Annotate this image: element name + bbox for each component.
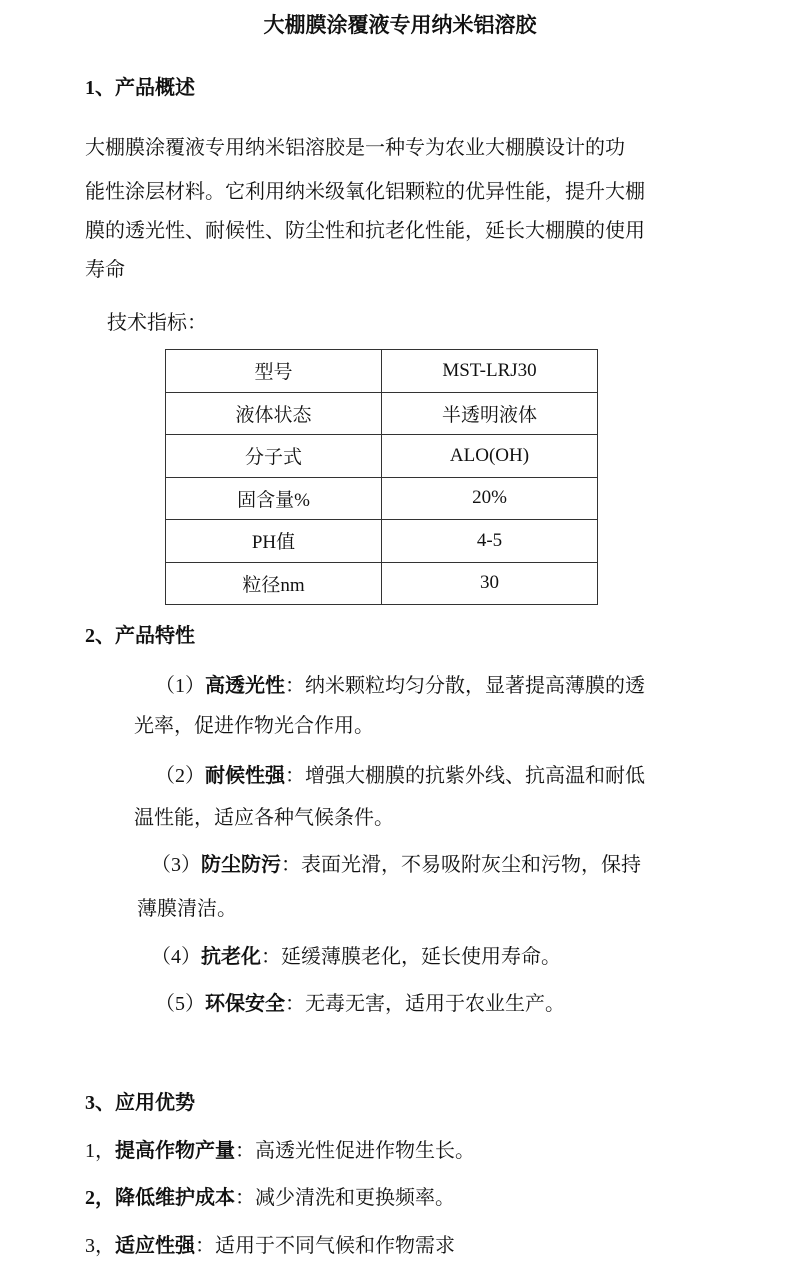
table-row (166, 435, 598, 478)
item-text: ：增强大棚膜的抗紫外线、抗高温和耐低 (285, 765, 645, 787)
advantage-item (85, 1138, 475, 1164)
advantage-item (85, 1233, 455, 1259)
feature-item-continuation: 温性能，适应各种气候条件。 (134, 807, 394, 829)
spec-table (165, 349, 598, 605)
spec-value: ALO(OH) (382, 435, 598, 478)
item-number: （5） (155, 993, 205, 1015)
paragraph-line: 膜的透光性、耐候性、防尘性和抗老化性能，延长大棚膜的使用 (85, 220, 645, 242)
spec-key: PH值 (166, 520, 382, 563)
feature-item (151, 852, 641, 878)
spec-value: MST-LRJ30 (382, 350, 598, 393)
item-number: （3） (151, 854, 201, 876)
item-text: ：减少清洗和更换频率。 (235, 1187, 455, 1209)
feature-item (151, 944, 561, 970)
item-number: （1） (155, 675, 205, 697)
table-row (166, 392, 598, 435)
item-term: 环保安全 (205, 993, 285, 1015)
feature-item (155, 763, 645, 789)
item-text: ：高透光性促进作物生长。 (235, 1140, 475, 1162)
spec-key: 分子式 (166, 435, 382, 478)
item-text: ：适用于不同气候和作物需求 (195, 1235, 455, 1257)
item-term: 适应性强 (115, 1235, 195, 1257)
spec-key: 固含量% (166, 477, 382, 520)
advantage-item (85, 1185, 455, 1211)
document-title: 大棚膜涂覆液专用纳米铝溶胶 (263, 13, 537, 37)
table-row (166, 350, 598, 393)
section-1-heading: 1、产品概述 (85, 77, 195, 99)
feature-item (155, 673, 645, 699)
spec-value: 20% (382, 477, 598, 520)
feature-item-continuation: 薄膜清洁。 (137, 898, 237, 920)
spec-key: 型号 (166, 350, 382, 393)
item-text: ：表面光滑，不易吸附灰尘和污物，保持 (281, 854, 641, 876)
item-text: ：纳米颗粒均匀分散，显著提高薄膜的透 (285, 675, 645, 697)
spec-key: 液体状态 (166, 392, 382, 435)
feature-item (155, 991, 565, 1017)
item-term: 耐候性强 (205, 765, 285, 787)
spec-key: 粒径nm (166, 562, 382, 605)
item-number: 1， (85, 1140, 115, 1162)
section-2-heading: 2、产品特性 (85, 625, 195, 647)
item-number: （2） (155, 765, 205, 787)
item-text: ：无毒无害，适用于农业生产。 (285, 993, 565, 1015)
spec-value: 4-5 (382, 520, 598, 563)
feature-item-continuation: 光率，促进作物光合作用。 (134, 715, 374, 737)
table-row (166, 477, 598, 520)
paragraph-line: 寿命 (85, 259, 125, 281)
spec-value: 半透明液体 (382, 392, 598, 435)
table-row (166, 520, 598, 563)
item-term: 防尘防污 (201, 854, 281, 876)
paragraph-line: 大棚膜涂覆液专用纳米铝溶胶是一种专为农业大棚膜设计的功 (85, 137, 625, 159)
spec-value: 30 (382, 562, 598, 605)
item-number: 2， (85, 1187, 115, 1209)
item-term: 高透光性 (205, 675, 285, 697)
paragraph-line: 能性涂层材料。它利用纳米级氧化铝颗粒的优异性能，提升大棚 (85, 181, 645, 203)
table-row (166, 562, 598, 605)
section-3-heading: 3、应用优势 (85, 1092, 195, 1114)
item-term: 抗老化 (201, 946, 261, 968)
item-term: 降低维护成本 (115, 1187, 235, 1209)
item-term: 提高作物产量 (115, 1140, 235, 1162)
item-number: （4） (151, 946, 201, 968)
item-number: 3， (85, 1235, 115, 1257)
spec-label: 技术指标： (107, 312, 207, 334)
item-text: ：延缓薄膜老化，延长使用寿命。 (261, 946, 561, 968)
